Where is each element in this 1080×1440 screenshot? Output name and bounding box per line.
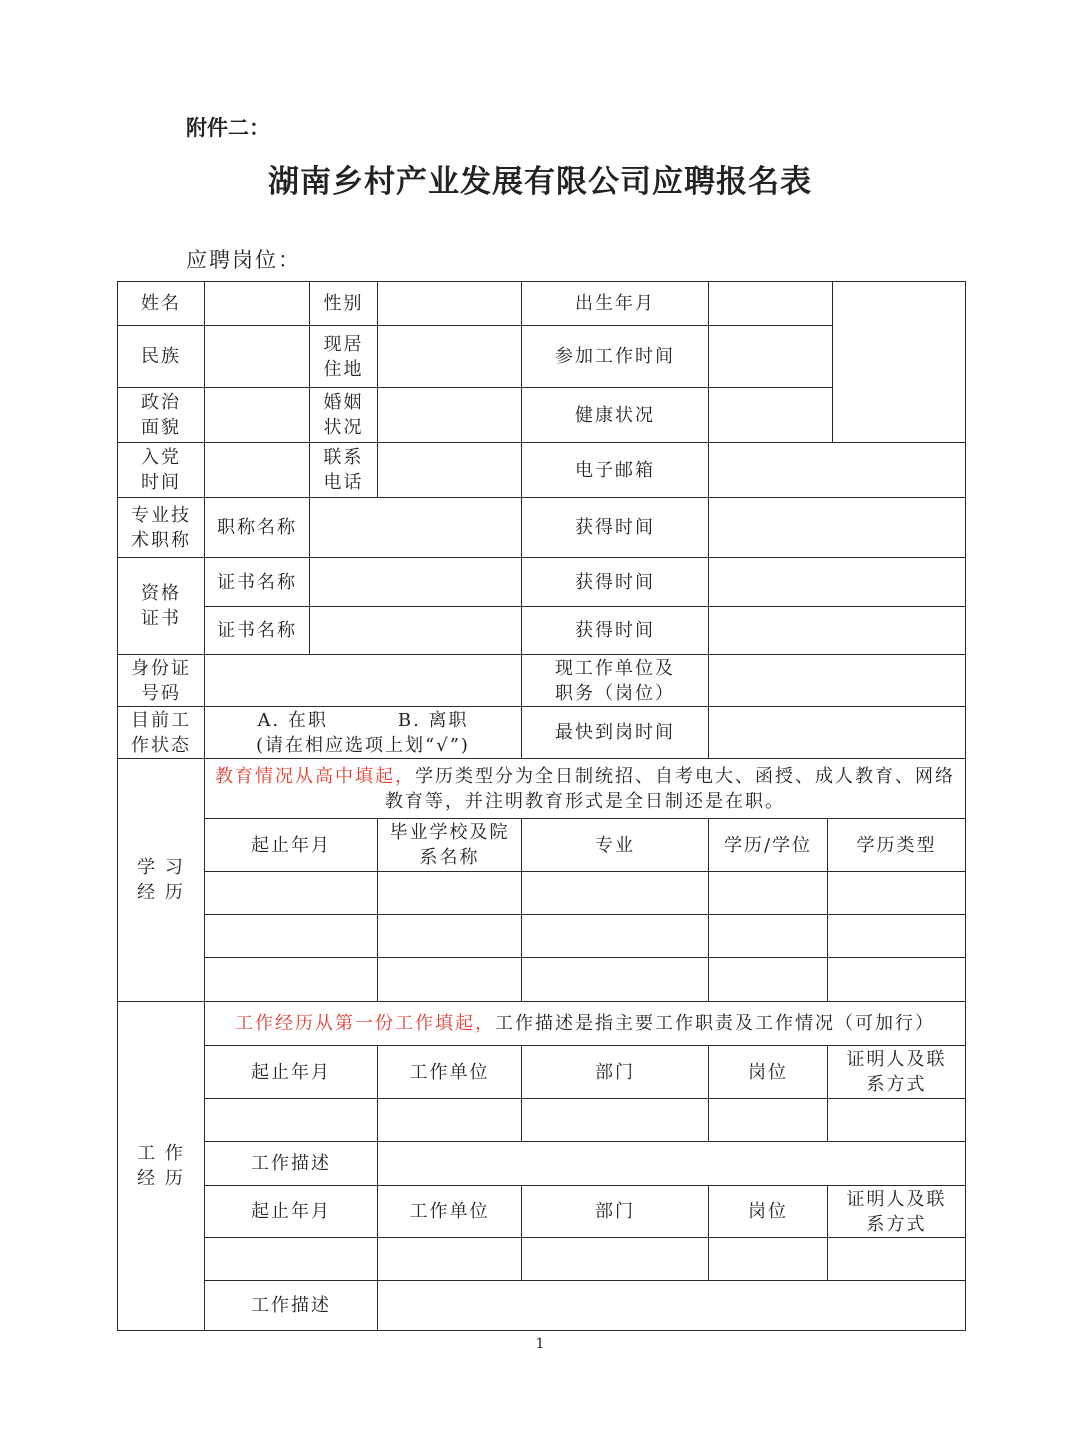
work-col-period: 起止年月 <box>205 1046 378 1099</box>
edu-school-cell[interactable] <box>378 915 522 958</box>
email-label: 电子邮箱 <box>522 443 709 498</box>
political-label: 政治 面貌 <box>118 388 205 443</box>
work-dept-cell[interactable] <box>522 1238 709 1281</box>
employer-label: 现工作单位及 职务（岗位） <box>522 655 709 707</box>
form-title: 湖南乡村产业发展有限公司应聘报名表 <box>268 164 812 200</box>
work-entry-row <box>118 1099 966 1142</box>
work-description-cell[interactable] <box>378 1281 966 1331</box>
education-entry-row <box>118 915 966 958</box>
gender-cell[interactable] <box>378 282 522 326</box>
basic-row-4 <box>118 443 966 498</box>
health-label: 健康状况 <box>522 388 709 443</box>
birth-label: 出生年月 <box>522 282 709 326</box>
education-note <box>205 759 966 819</box>
cert-obtained-label-1: 获得时间 <box>522 558 709 607</box>
cert-row-2 <box>118 607 966 655</box>
work-description-label: 工作描述 <box>205 1142 378 1186</box>
edu-degree-cell[interactable] <box>709 915 828 958</box>
edu-period-cell[interactable] <box>205 915 378 958</box>
work-description-label: 工作描述 <box>205 1281 378 1331</box>
status-options-cell[interactable] <box>205 707 522 759</box>
edu-major-cell[interactable] <box>522 958 709 1002</box>
education-header-row <box>118 819 966 872</box>
edu-school-cell[interactable] <box>378 872 522 915</box>
edu-col-period: 起止年月 <box>205 819 378 872</box>
work-period-cell[interactable] <box>205 1238 378 1281</box>
work-reference-cell[interactable] <box>828 1238 966 1281</box>
marital-cell[interactable] <box>378 388 522 443</box>
work-employer-cell[interactable] <box>378 1099 522 1142</box>
work-post-cell[interactable] <box>709 1238 828 1281</box>
attachment-label: 附件二： <box>186 116 270 140</box>
tech-obtained-cell[interactable] <box>709 498 966 558</box>
option-a[interactable]: A. 在职 <box>257 709 328 731</box>
work-entry-row <box>118 1238 966 1281</box>
birth-cell[interactable] <box>709 282 833 326</box>
cert-name-label-1: 证书名称 <box>205 558 310 607</box>
work-dept-cell[interactable] <box>522 1099 709 1142</box>
cert-obtained-label-2: 获得时间 <box>522 607 709 655</box>
work-post-cell[interactable] <box>709 1099 828 1142</box>
edu-col-school: 毕业学校及院 系名称 <box>378 819 522 872</box>
party-label: 入党 时间 <box>118 443 205 498</box>
work-description-row <box>118 1281 966 1331</box>
party-cell[interactable] <box>205 443 310 498</box>
work-col-post: 岗位 <box>709 1046 828 1099</box>
work-col-reference: 证明人及联 系方式 <box>828 1186 966 1238</box>
edu-type-cell[interactable] <box>828 958 966 1002</box>
residence-label: 现居 住地 <box>310 326 378 388</box>
tech-title-row <box>118 498 966 558</box>
edu-period-cell[interactable] <box>205 958 378 1002</box>
cert-obtained-cell-1[interactable] <box>709 558 966 607</box>
cert-name-cell-2[interactable] <box>310 607 522 655</box>
work-description-row <box>118 1142 966 1186</box>
cert-obtained-cell-2[interactable] <box>709 607 966 655</box>
name-label: 姓名 <box>118 282 205 326</box>
work-col-reference: 证明人及联 系方式 <box>828 1046 966 1099</box>
edu-col-major: 专业 <box>522 819 709 872</box>
edu-col-type: 学历类型 <box>828 819 966 872</box>
tech-title-name-cell[interactable] <box>310 498 522 558</box>
phone-cell[interactable] <box>378 443 522 498</box>
work-period-cell[interactable] <box>205 1099 378 1142</box>
cert-name-cell-1[interactable] <box>310 558 522 607</box>
education-label: 学 习 经 历 <box>118 759 205 1002</box>
ethnicity-cell[interactable] <box>205 326 310 388</box>
edu-degree-cell[interactable] <box>709 958 828 1002</box>
edu-type-cell[interactable] <box>828 915 966 958</box>
work-col-post: 岗位 <box>709 1186 828 1238</box>
residence-cell[interactable] <box>378 326 522 388</box>
status-instruction: (请在相应选项上划“√”) <box>256 734 470 756</box>
edu-school-cell[interactable] <box>378 958 522 1002</box>
status-label: 目前工 作状态 <box>118 707 205 759</box>
work-header-row <box>118 1046 966 1099</box>
cert-name-label-2: 证书名称 <box>205 607 310 655</box>
phone-label: 联系 电话 <box>310 443 378 498</box>
cert-label: 资格 证书 <box>118 558 205 655</box>
tech-obtained-label: 获得时间 <box>522 498 709 558</box>
work-reference-cell[interactable] <box>828 1099 966 1142</box>
education-entry-row <box>118 872 966 915</box>
application-form-table <box>117 281 966 1331</box>
health-cell[interactable] <box>709 388 833 443</box>
basic-row-1 <box>118 282 966 326</box>
photo-cell[interactable] <box>833 282 966 443</box>
work-col-period: 起止年月 <box>205 1186 378 1238</box>
tech-title-name-label: 职称名称 <box>205 498 310 558</box>
work-start-label: 参加工作时间 <box>522 326 709 388</box>
name-cell[interactable] <box>205 282 310 326</box>
tech-title-label: 专业技 术职称 <box>118 498 205 558</box>
id-label: 身份证 号码 <box>118 655 205 707</box>
position-label: 应聘岗位： <box>186 248 301 272</box>
earliest-label: 最快到岗时间 <box>522 707 709 759</box>
option-b[interactable]: B. 离职 <box>397 709 469 731</box>
cert-row-1 <box>118 558 966 607</box>
work-header-row <box>118 1186 966 1238</box>
gender-label: 性别 <box>310 282 378 326</box>
status-row <box>118 707 966 759</box>
work-label: 工 作 经 历 <box>118 1002 205 1331</box>
employer-cell[interactable] <box>709 655 966 707</box>
work-note <box>205 1002 966 1046</box>
work-note-rest: 工作描述是指主要工作职责及工作情况（可加行） <box>495 1013 935 1034</box>
work-note-row <box>118 1002 966 1046</box>
work-description-cell[interactable] <box>378 1142 966 1186</box>
edu-col-degree: 学历/学位 <box>709 819 828 872</box>
earliest-cell[interactable] <box>709 707 966 759</box>
work-employer-cell[interactable] <box>378 1238 522 1281</box>
edu-major-cell[interactable] <box>522 872 709 915</box>
work-col-employer: 工作单位 <box>378 1046 522 1099</box>
political-cell[interactable] <box>205 388 310 443</box>
education-note-red: 教育情况从高中填起， <box>215 765 415 787</box>
education-entry-row <box>118 958 966 1002</box>
marital-label: 婚姻 状况 <box>310 388 378 443</box>
work-col-dept: 部门 <box>522 1186 709 1238</box>
edu-type-cell[interactable] <box>828 872 966 915</box>
work-start-cell[interactable] <box>709 326 833 388</box>
ethnicity-label: 民族 <box>118 326 205 388</box>
edu-degree-cell[interactable] <box>709 872 828 915</box>
id-row <box>118 655 966 707</box>
work-note-red: 工作经历从第一份工作填起， <box>235 1013 495 1034</box>
edu-period-cell[interactable] <box>205 872 378 915</box>
work-col-employer: 工作单位 <box>378 1186 522 1238</box>
work-col-dept: 部门 <box>522 1046 709 1099</box>
education-note-rest: 学历类型分为全日制统招、自考电大、函授、成人教育、网络教育等，并注明教育形式是全日制还是在职。 <box>385 765 955 812</box>
edu-major-cell[interactable] <box>522 915 709 958</box>
page-number: 1 <box>535 1336 545 1352</box>
email-cell[interactable] <box>709 443 966 498</box>
id-cell[interactable] <box>205 655 522 707</box>
education-note-row <box>118 759 966 819</box>
